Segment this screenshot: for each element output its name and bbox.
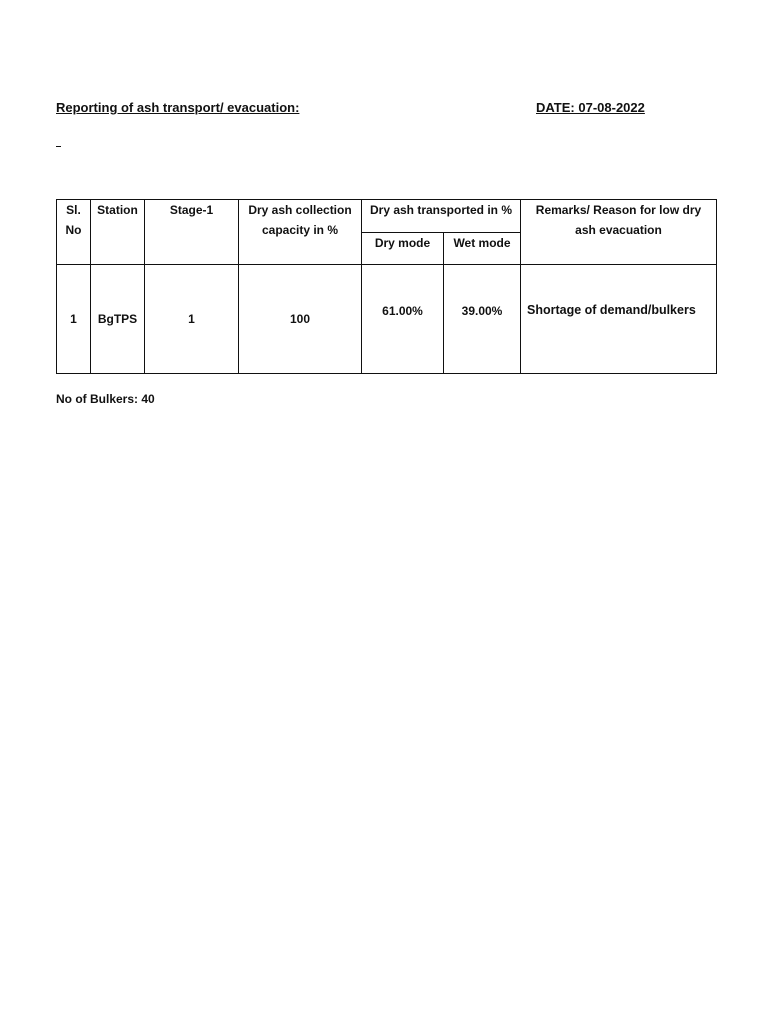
ash-transport-table: [56, 199, 717, 374]
cell-remarks: Shortage of demand/bulkers: [521, 265, 717, 374]
header-sl-no: Sl. No: [57, 200, 91, 265]
report-date: DATE: 07-08-2022: [536, 100, 645, 115]
report-title: Reporting of ash transport/ evacuation:: [56, 100, 300, 115]
cell-stage: 1: [145, 265, 239, 374]
cell-collection-capacity: 100: [239, 265, 362, 374]
table-row: [57, 265, 717, 374]
header-wet-mode: Wet mode: [444, 233, 521, 265]
bulkers-count: No of Bulkers: 40: [56, 392, 155, 406]
header-row: [57, 200, 717, 233]
header-transported-group: Dry ash transported in %: [362, 200, 521, 233]
cell-station: BgTPS: [91, 265, 145, 374]
cell-sl-no: 1: [57, 265, 91, 374]
cell-wet-mode: 39.00%: [444, 265, 521, 374]
header-dry-mode: Dry mode: [362, 233, 444, 265]
header-station: Station: [91, 200, 145, 265]
header-remarks: Remarks/ Reason for low dry ash evacuation: [521, 200, 717, 265]
cell-dry-mode: 61.00%: [362, 265, 444, 374]
header-stage: Stage-1: [145, 200, 239, 265]
dash-mark: [56, 146, 61, 147]
header-collection-capacity: Dry ash collection capacity in %: [239, 200, 362, 265]
